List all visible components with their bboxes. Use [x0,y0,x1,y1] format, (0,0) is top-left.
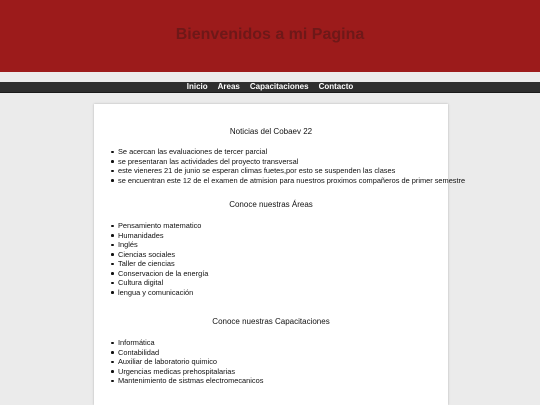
news-title: Noticias del Cobaev 22 [229,127,313,136]
area-item: Humanidades [118,231,208,241]
area-item: Inglés [118,240,208,250]
area-item: Conservacion de la energía [118,268,209,278]
areas-list [94,221,208,297]
capacitacion-item: Urgencias medicas prehospitalarias [118,367,263,377]
site-title: Bienvenidos a mi Pagina [175,26,365,43]
news-item: Se acercan las evaluaciones de tercer parcial [118,147,465,157]
news-item: se encuentran este 12 de el examen de atmision para nuestros proximos compañeros de primer semestre [118,175,466,185]
site-header [0,0,540,72]
capacitacion-item: Auxiliar de laboratorio quimico [118,357,263,367]
area-item: Ciencias sociales [118,250,208,260]
news-list [94,147,465,185]
nav-item-inicio[interactable]: Inicio [186,82,208,91]
nav-item-areas[interactable]: Areas [217,82,240,91]
main-nav [0,82,540,93]
capacitaciones-title: Conoce nuestras Capacitaciones [212,317,330,326]
area-item: Pensamiento matematico [118,221,208,231]
areas-title: Conoce nuestras Áreas [229,200,313,209]
header-gap [0,72,540,82]
capacitacion-item: Contabilidad [118,348,263,358]
capacitaciones-list [94,338,263,386]
nav-item-contacto[interactable]: Contacto [318,82,354,91]
news-item: este vieneres 21 de junio se esperan climas fuetes,por esto se suspenden las clases [118,166,465,176]
nav-item-capacitaciones[interactable]: Capacitaciones [249,82,309,91]
area-item: Taller de ciencias [118,259,208,269]
area-item: lengua y comunicación [118,288,208,298]
content-panel [94,104,466,405]
capacitacion-item: Mantenimiento de sistmas electromecanicos [118,376,264,385]
area-item: Cultura digital [118,278,208,288]
capacitacion-item: Informática [118,338,263,348]
news-item: se presentaran las actividades del proyecto transversal [118,157,465,167]
